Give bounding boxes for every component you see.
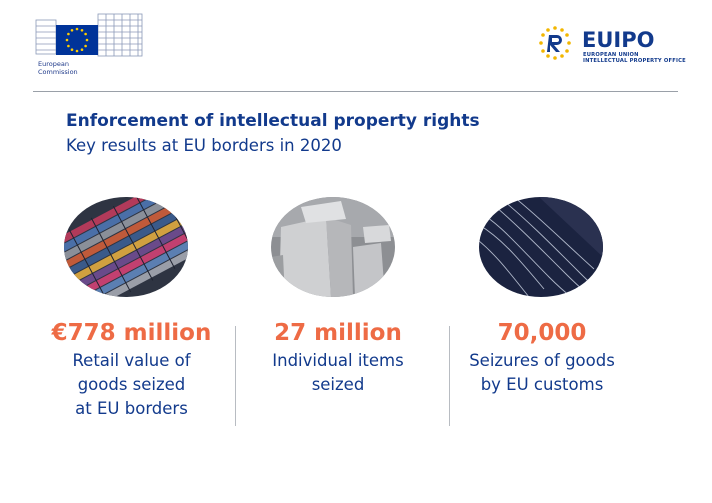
euipo-subtitle-line2: INTELLECTUAL PROPERTY OFFICE [583, 58, 686, 65]
ec-logo-label [38, 60, 78, 76]
stat-value: 70,000 [497, 320, 587, 346]
stat-column-retail-value [44, 318, 219, 421]
stat-value: 27 million [274, 320, 402, 346]
stat-column-items-seized [248, 318, 428, 397]
page-title: Enforcement of intellectual property rights [66, 111, 480, 131]
column-divider [235, 326, 236, 426]
euipo-subtitle [583, 52, 686, 64]
stat-description: Seizures of goods by EU customs [469, 351, 615, 394]
header-divider [33, 91, 678, 92]
shipping-containers-photo [64, 197, 188, 297]
ec-logo-label-line2: Commission [38, 68, 78, 76]
stat-column-seizures [456, 318, 628, 397]
euipo-wordmark: EUIPO [582, 28, 655, 52]
stat-value: €778 million [51, 320, 212, 346]
euipo-subtitle-line1: EUROPEAN UNION [583, 52, 639, 58]
ec-logo-label-line1: European [38, 60, 69, 68]
column-divider [449, 326, 450, 426]
page-subtitle: Key results at EU borders in 2020 [66, 136, 342, 155]
fabric-photo [479, 197, 603, 297]
stat-description: Individual items seized [272, 351, 404, 394]
cardboard-boxes-photo [271, 197, 395, 297]
stat-description: Retail value of goods seized at EU borders [72, 351, 191, 418]
